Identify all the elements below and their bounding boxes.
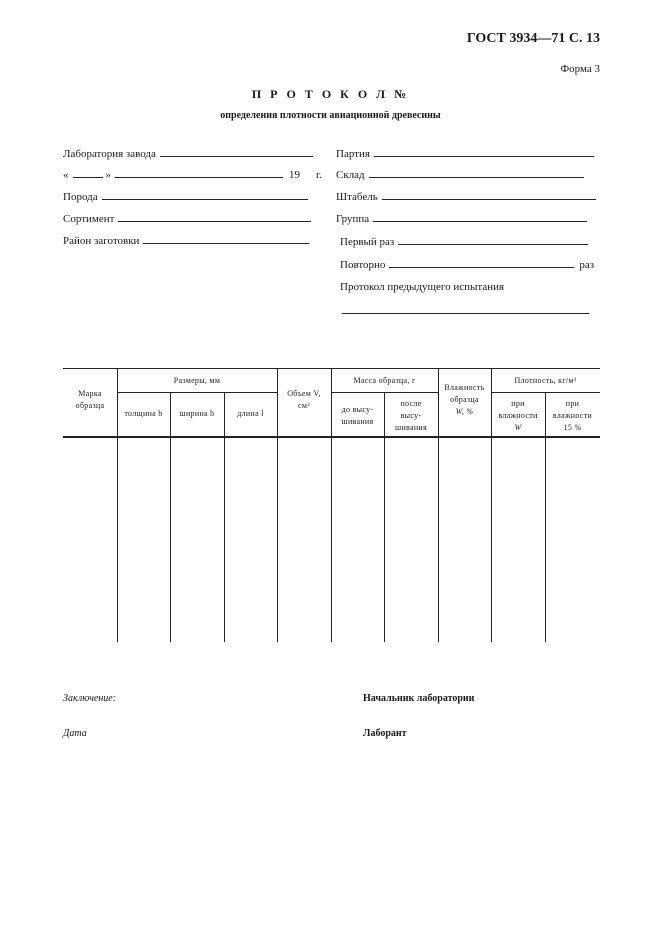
field-assortment-line[interactable] [118, 220, 311, 222]
date-day-line[interactable] [73, 176, 103, 178]
th-after-drying [384, 398, 438, 434]
th-before-l1: до высу- [341, 405, 374, 414]
th-moist-l2: образца [450, 395, 479, 404]
field-first-time-line[interactable] [398, 243, 588, 245]
field-first-time [340, 236, 588, 248]
field-lab-label: Лаборатория завода [63, 148, 156, 160]
field-region [63, 235, 309, 247]
standard-page-header: ГОСТ 3934—71 С. 13 [466, 31, 600, 46]
field-batch-label: Партия [336, 148, 370, 160]
th-after-l1: после [400, 399, 422, 408]
field-breed [63, 191, 308, 203]
field-prev-protocol-label: Протокол предыдущего испытания [340, 281, 505, 293]
th-volume [277, 388, 331, 412]
results-table [63, 368, 600, 642]
th-length-text: длина l [237, 409, 264, 418]
th-after-l3: шивания [394, 423, 427, 432]
field-breed-label: Порода [63, 191, 98, 203]
th-at15-l2: влажности [552, 411, 593, 420]
dims-group-line [117, 392, 277, 393]
field-repeat-line[interactable] [389, 266, 574, 268]
th-moist-l3: W, % [455, 407, 474, 416]
th-mark [63, 388, 117, 412]
form-number: Форма 3 [560, 63, 600, 75]
field-warehouse-label: Склад [336, 169, 365, 181]
conclusion-label: Заключение: [63, 693, 117, 704]
th-at-w-l3: W [514, 423, 522, 432]
field-stack-line[interactable] [382, 198, 596, 200]
protocol-subtitle: определения плотности авиационной древесины [220, 110, 441, 121]
th-thickness-text: толщина b [124, 409, 163, 418]
th-at15-l3: 15 % [563, 423, 582, 432]
th-before-drying [331, 404, 384, 428]
th-mass: Масса образца, г [353, 376, 416, 385]
th-volume-l1: Объем V, [287, 389, 321, 398]
field-date [63, 169, 322, 181]
field-group-line[interactable] [373, 220, 587, 222]
head-of-lab-label: Начальник лаборатории [363, 693, 475, 704]
date-year-suffix: г. [316, 169, 323, 181]
th-at15-l1: при [565, 399, 580, 408]
th-at-w-l2: влажности [498, 411, 538, 420]
field-batch-line[interactable] [374, 155, 594, 157]
field-lab-line[interactable] [160, 155, 313, 157]
field-first-time-label: Первый раз [340, 236, 395, 248]
date-label: Дата [63, 728, 87, 739]
field-prev-protocol-line[interactable] [342, 313, 589, 314]
th-volume-l2: см³ [298, 401, 310, 410]
field-repeat-suffix: раз [579, 259, 595, 271]
field-repeat-label: Повторно [340, 259, 386, 271]
field-stack [336, 191, 596, 203]
th-width-text: ширина b [179, 409, 215, 418]
field-group-label: Группа [336, 213, 370, 225]
field-assortment [63, 213, 311, 225]
field-region-label: Район заготовки [63, 235, 140, 247]
th-at-w-l1: при [511, 399, 525, 408]
col-divider [224, 392, 225, 642]
th-density-at-w [491, 398, 545, 434]
field-breed-line[interactable] [102, 198, 308, 200]
field-warehouse [336, 169, 584, 181]
th-mark-l2: образца [75, 401, 105, 410]
date-month-line[interactable] [115, 176, 283, 178]
lab-assistant-label: Лаборант [363, 728, 407, 739]
th-moisture [438, 382, 491, 418]
field-lab [63, 148, 313, 160]
date-year-gap [304, 177, 316, 178]
date-close-quote: » [105, 169, 111, 181]
th-density: Плотность, кг/м³ [514, 376, 577, 385]
field-batch [336, 148, 594, 160]
th-density-at-15 [545, 398, 600, 434]
th-dims: Размеры, мм [173, 376, 221, 385]
date-year-prefix: 19 [289, 169, 300, 181]
th-moist-l1: Влажность [444, 383, 485, 392]
th-mark-l1: Марка [78, 389, 102, 398]
field-assortment-label: Сортимент [63, 213, 115, 225]
th-after-l2: высу- [400, 411, 422, 420]
field-repeat [340, 259, 594, 271]
field-prev-protocol [340, 281, 504, 293]
col-divider [170, 392, 171, 642]
field-group [336, 213, 587, 225]
field-warehouse-line[interactable] [369, 176, 584, 178]
protocol-title: П Р О Т О К О Л № [251, 87, 410, 101]
th-width [170, 408, 224, 420]
field-stack-label: Штабель [336, 191, 378, 203]
th-before-l2: шивания [341, 417, 374, 426]
th-thickness [117, 408, 170, 420]
field-region-line[interactable] [143, 242, 309, 244]
date-open-quote: « [63, 169, 69, 181]
th-length [224, 408, 277, 420]
